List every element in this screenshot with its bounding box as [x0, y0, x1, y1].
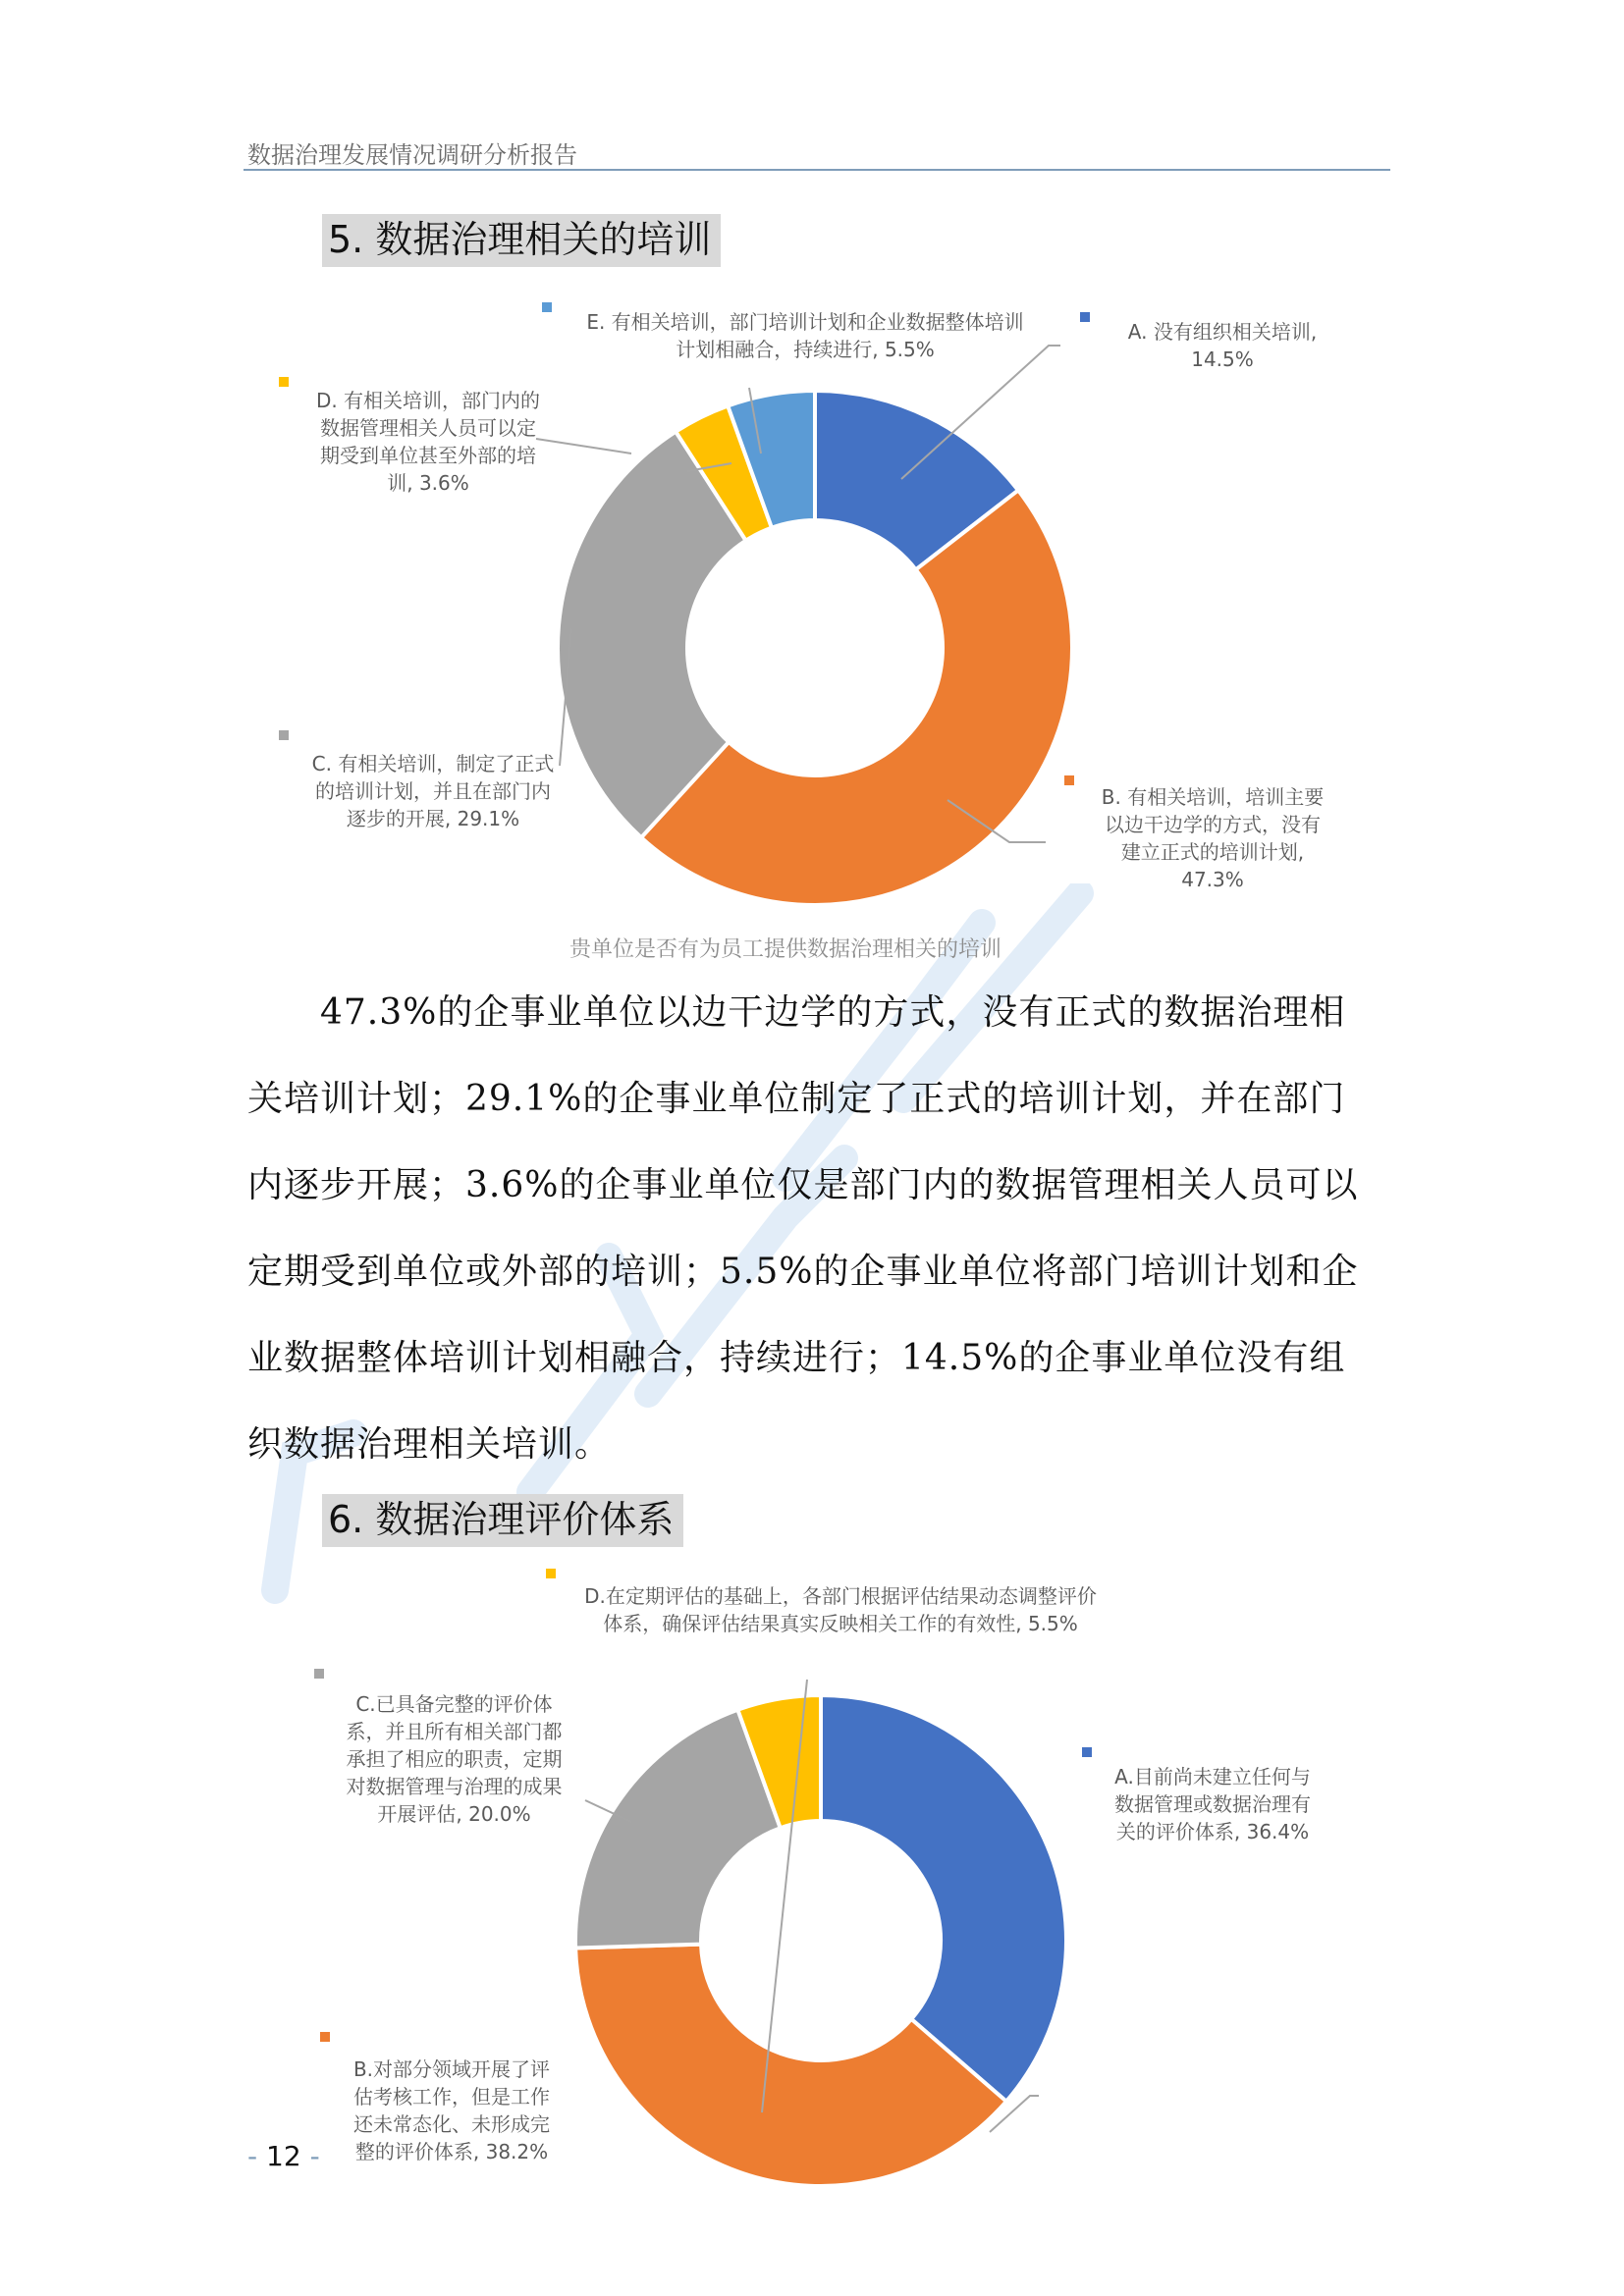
legend-marker-c	[279, 730, 289, 740]
section-title-5: 5. 数据治理相关的培训	[322, 214, 721, 267]
legend-marker-b2	[320, 2032, 330, 2042]
donut-slice	[821, 1695, 1066, 2102]
label-b: B. 有相关培训，培训主要 以边干边学的方式，没有 建立正式的培训计划, 47.3%	[1101, 785, 1325, 891]
donut-chart-training	[0, 0, 1624, 982]
donut-slices	[575, 1695, 1066, 2186]
donut-slices	[558, 391, 1072, 905]
page-number: - 12 -	[247, 2140, 320, 2172]
legend-marker-c2	[314, 1669, 324, 1679]
label-e: E. 有相关培训，部门培训计划和企业数据整体培训 计划相融合，持续进行, 5.5%	[586, 310, 1024, 361]
legend-marker-d	[279, 377, 289, 387]
donut-chart-evaluation	[0, 982, 1624, 2296]
running-header: 数据治理发展情况调研分析报告	[247, 141, 577, 169]
chart-caption: 贵单位是否有为员工提供数据治理相关的培训	[569, 937, 1002, 962]
body-paragraph: 47.3%的企事业单位以边干边学的方式，没有正式的数据治理相 关培训计划；29.1%的企事业单位制定了正式的培训计划，并在部门 内逐步开展；3.6%的企事业单位仅是部门内的数据管理相关人员可以 定期受到单位或外部的培训；5.5%的企事业单位将部门培训计划和企 业数据整体培训计划相融合，持续进行；14.5%的企事业单位没有组 织数据治理相关培训。	[247, 992, 1359, 1465]
label-b2: B.对部分领域开展了评 估考核工作，但是工作 还未常态化、未形成完 整的评价体系, 38.2%	[352, 2057, 551, 2163]
legend-marker-a	[1080, 312, 1090, 322]
section-title-6: 6. 数据治理评价体系	[322, 1494, 683, 1547]
label-c: C. 有相关培训，制定了正式 的培训计划，并且在部门内 逐步的开展, 29.1%	[311, 752, 555, 830]
label-a: A. 没有组织相关培训, 14.5%	[1127, 320, 1318, 371]
legend-marker-a2	[1082, 1747, 1092, 1757]
label-c2: C.已具备完整的评价体 系，并且所有相关部门都 承担了相应的职责，定期 对数据管理与治理的成果 开展评估, 20.0%	[346, 1692, 563, 1826]
label-a2: A.目前尚未建立任何与 数据管理或数据治理有 关的评价体系, 36.4%	[1114, 1765, 1311, 1843]
legend-marker-d2	[546, 1569, 556, 1578]
legend-marker-b	[1064, 775, 1074, 785]
label-d2: D.在定期评估的基础上，各部门根据评估结果动态调整评价 体系，确保评估结果真实反映相关工作的有效性, 5.5%	[584, 1584, 1097, 1635]
label-d: D. 有相关培训，部门内的 数据管理相关人员可以定 期受到单位甚至外部的培 训, 3.6%	[315, 389, 541, 495]
